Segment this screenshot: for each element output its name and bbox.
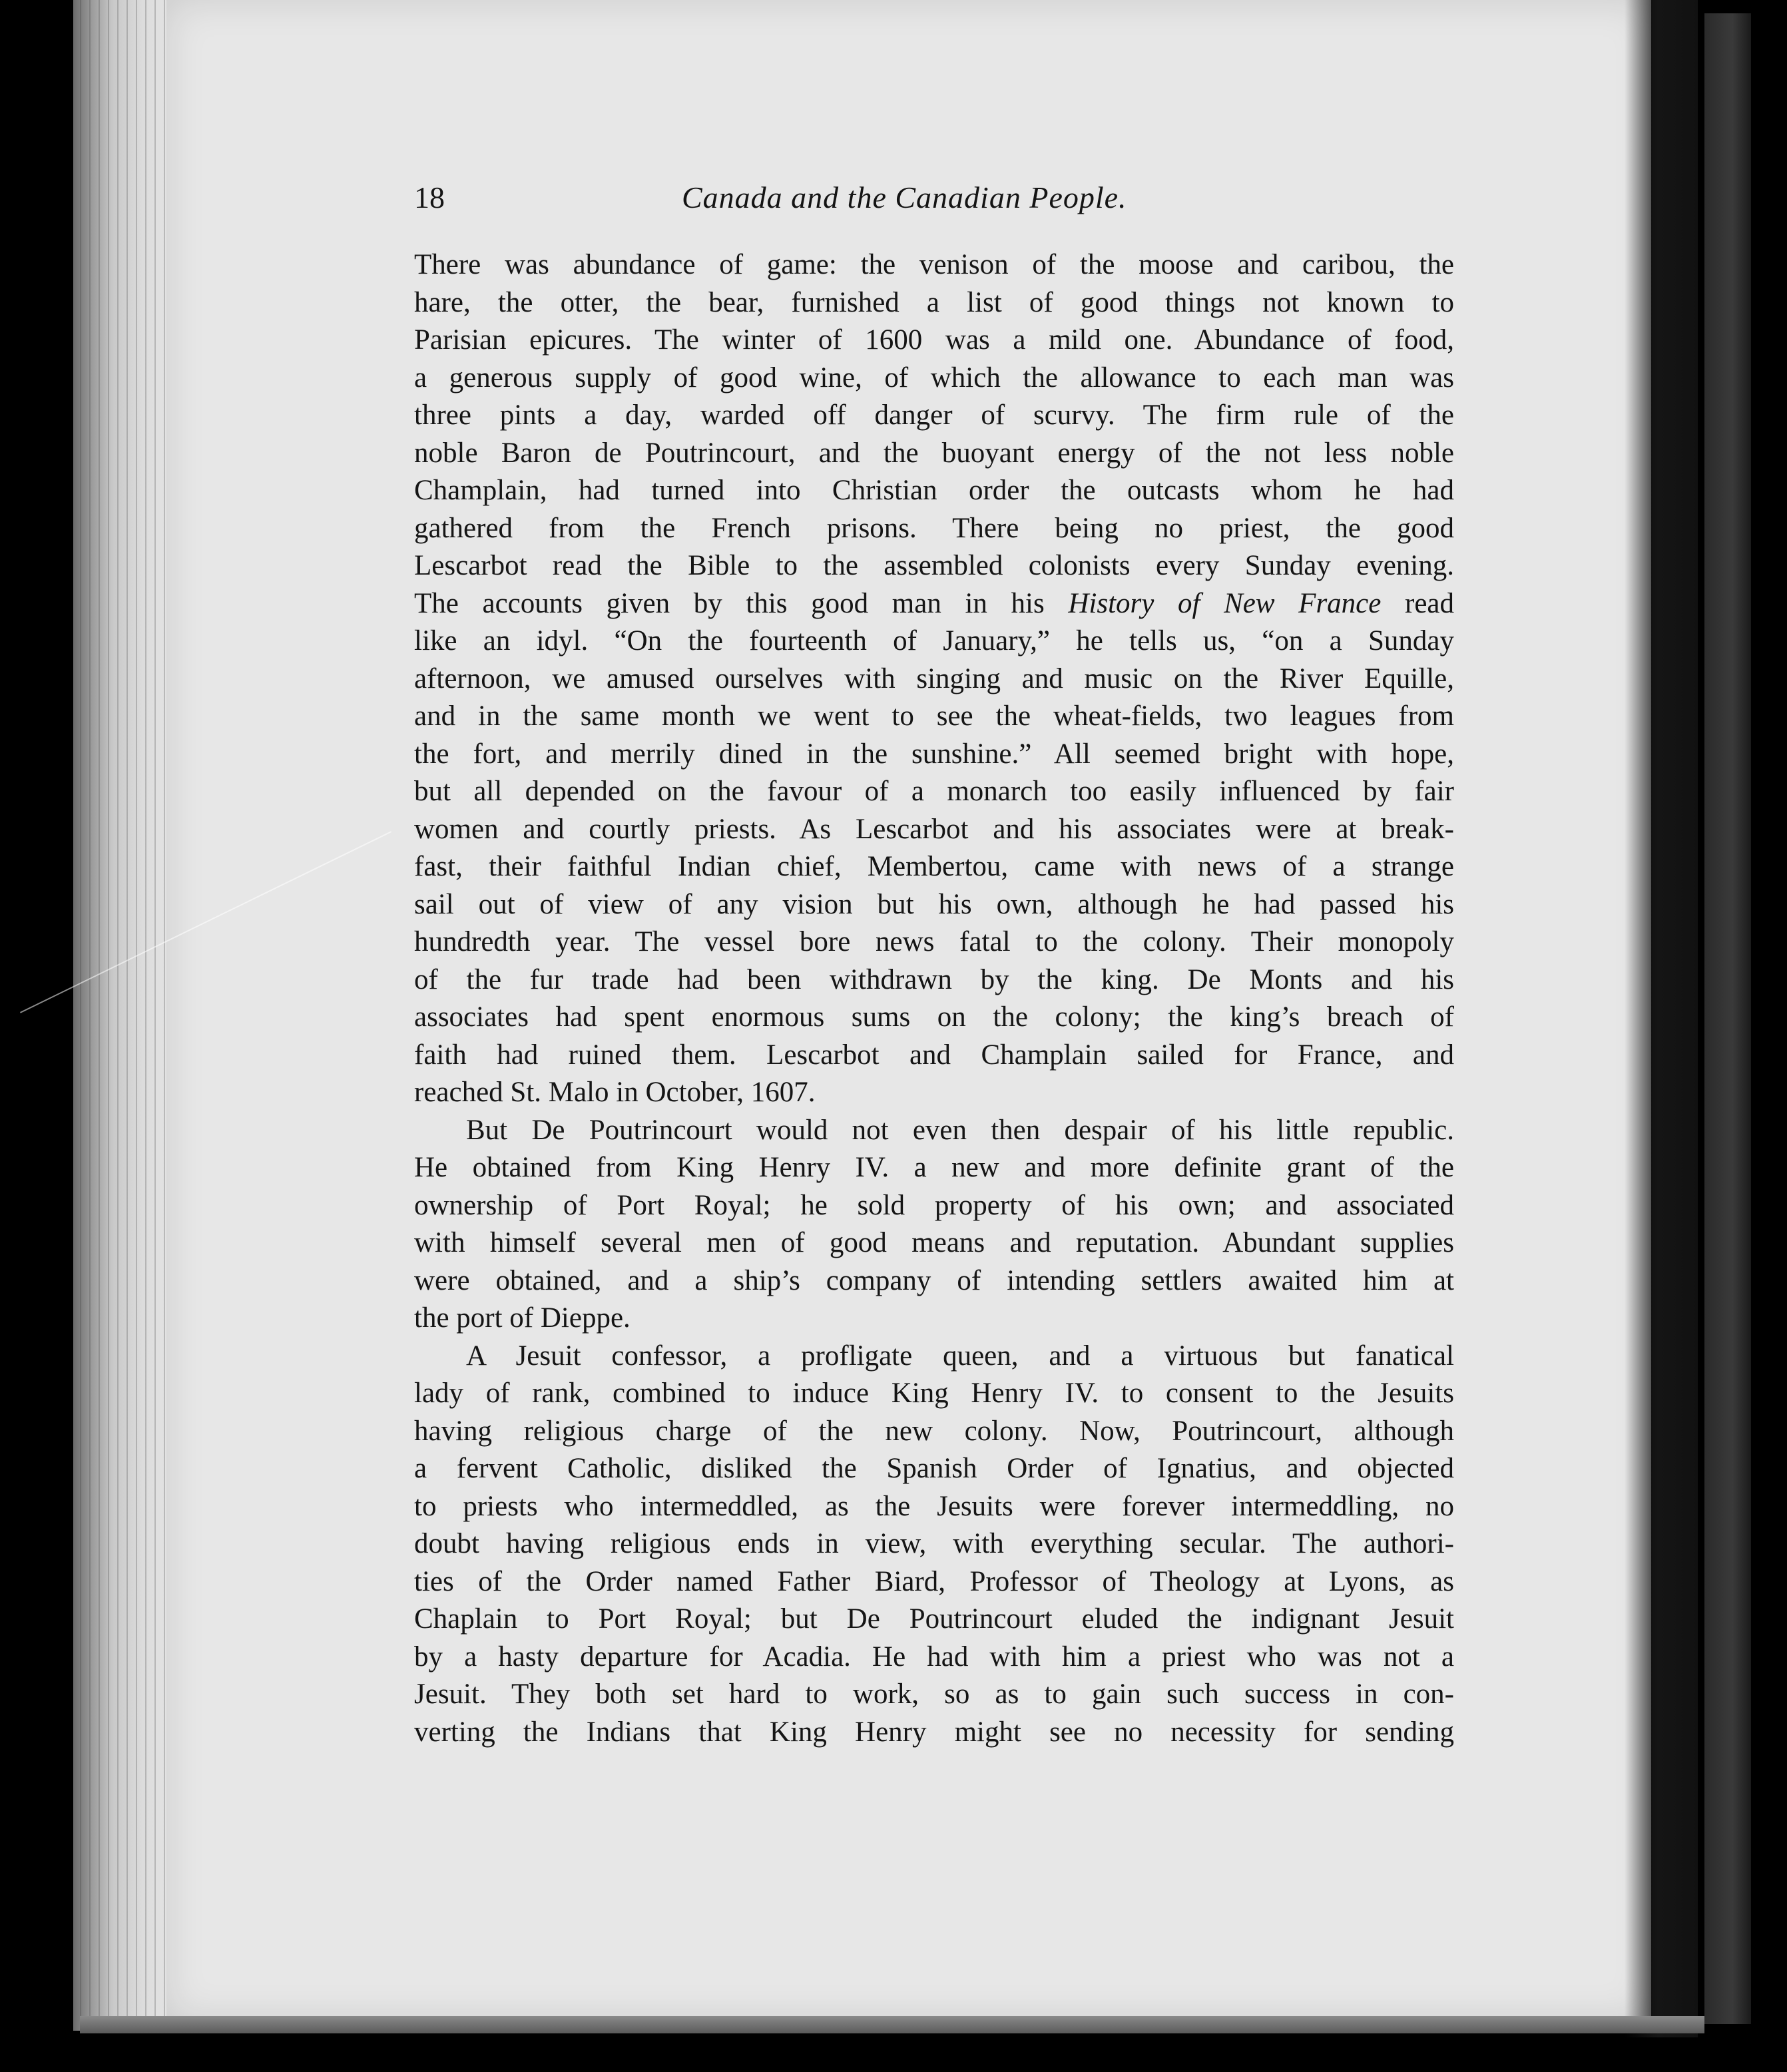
paragraph-3 xyxy=(414,1338,1454,1752)
text-line: noble Baron de Poutrincourt, and the buoyant energy of the not less noble xyxy=(414,437,1454,469)
text-line: three pints a day, warded off danger of scurvy. The firm rule of the xyxy=(414,399,1454,431)
page-bottom-edge xyxy=(80,2016,1704,2033)
text-line: Champlain, had turned into Christian order the outcasts whom he had xyxy=(414,475,1454,506)
text-line: Jesuit. They both set hard to work, so as to gain such success in con- xyxy=(414,1679,1454,1710)
text-line: like an idyl. “On the fourteenth of January,” he tells us, “on a Sunday xyxy=(414,625,1454,656)
text-line: and in the same month we went to see the wheat-fields, two leagues from xyxy=(414,700,1454,732)
text-line: to priests who intermeddled, as the Jesuits were forever intermeddling, no xyxy=(414,1490,1454,1522)
text-line-with-book-title xyxy=(414,585,1454,623)
text-line: fast, their faithful Indian chief, Membertou, came with news of a strange xyxy=(414,851,1454,882)
book-title-italic: History of New France xyxy=(1068,587,1382,619)
paragraph-2 xyxy=(414,1112,1454,1338)
text-line: having religious charge of the new colony. Now, Poutrincourt, although xyxy=(414,1415,1454,1447)
text-line: But De Poutrincourt would not even then despair of his little republic. xyxy=(466,1114,1454,1146)
text-line: Lescarbot read the Bible to the assembled colonists every Sunday evening. xyxy=(414,550,1454,581)
body-text xyxy=(414,246,1454,1751)
text-line: the fort, and merrily dined in the sunshine.” All seemed bright with hope, xyxy=(414,738,1454,770)
text-line: were obtained, and a ship’s company of intending settlers awaited him at xyxy=(414,1264,1454,1296)
text-line: a generous supply of good wine, of which the allowance to each man was xyxy=(414,362,1454,393)
text-line: lady of rank, combined to induce King Henry IV. to consent to the Jesuits xyxy=(414,1378,1454,1409)
text-line: the port of Dieppe. xyxy=(414,1302,631,1334)
running-title: Canada and the Canadian People. xyxy=(682,180,1127,214)
text-segment: read xyxy=(1381,587,1454,619)
text-line: women and courtly priests. As Lescarbot and his associates were at break- xyxy=(414,813,1454,845)
text-line: doubt having religious ends in view, with everything secular. The authori- xyxy=(414,1528,1454,1559)
text-line: sail out of view of any vision but his own, although he had passed his xyxy=(414,888,1454,920)
facing-page-sliver xyxy=(1704,13,1751,2024)
text-line: reached St. Malo in October, 1607. xyxy=(414,1077,816,1108)
text-line: a fervent Catholic, disliked the Spanish Order of Ignatius, and objected xyxy=(414,1453,1454,1484)
text-line: hundredth year. The vessel bore news fatal to the colony. Their monopoly xyxy=(414,926,1454,957)
text-line: Parisian epicures. The winter of 1600 was a mild one. Abundance of food, xyxy=(414,324,1454,356)
text-line: gathered from the French prisons. There being no priest, the good xyxy=(414,512,1454,544)
text-line: A Jesuit confessor, a profligate queen, and a virtuous but fanatical xyxy=(466,1340,1454,1372)
text-line: Chaplain to Port Royal; but De Poutrincourt eluded the indignant Jesuit xyxy=(414,1603,1454,1635)
text-segment: The accounts given by this good man in his xyxy=(414,587,1069,619)
text-line: There was abundance of game: the venison of the moose and caribou, the xyxy=(414,249,1454,280)
text-line: with himself several men of good means and reputation. Abundant supplies xyxy=(414,1227,1454,1258)
text-line: associates had spent enormous sums on the colony; the king’s breach of xyxy=(414,1001,1454,1033)
page-stack-lines xyxy=(80,0,173,2031)
text-line: of the fur trade had been withdrawn by the king. De Monts and his xyxy=(414,963,1454,995)
text-line: He obtained from King Henry IV. a new and more definite grant of the xyxy=(414,1152,1454,1183)
text-line: hare, the otter, the bear, furnished a list of good things not known to xyxy=(414,286,1454,318)
running-head xyxy=(414,174,1454,221)
text-line: ownership of Port Royal; he sold property of his own; and associated xyxy=(414,1189,1454,1221)
text-line: faith had ruined them. Lescarbot and Champlain sailed for France, and xyxy=(414,1039,1454,1071)
text-line: by a hasty departure for Acadia. He had with him a priest who was not a xyxy=(414,1641,1454,1673)
text-line: ties of the Order named Father Biard, Professor of Theology at Lyons, as xyxy=(414,1565,1454,1597)
paragraph-1 xyxy=(414,246,1454,1112)
binding-gutter-shadow xyxy=(1625,0,1698,2037)
text-line: but all depended on the favour of a monarch too easily influenced by fair xyxy=(414,776,1454,807)
page-number: 18 xyxy=(414,180,445,214)
text-line: afternoon, we amused ourselves with singing and music on the River Equille, xyxy=(414,662,1454,694)
text-line: verting the Indians that King Henry might see no necessity for sending xyxy=(414,1716,1454,1748)
